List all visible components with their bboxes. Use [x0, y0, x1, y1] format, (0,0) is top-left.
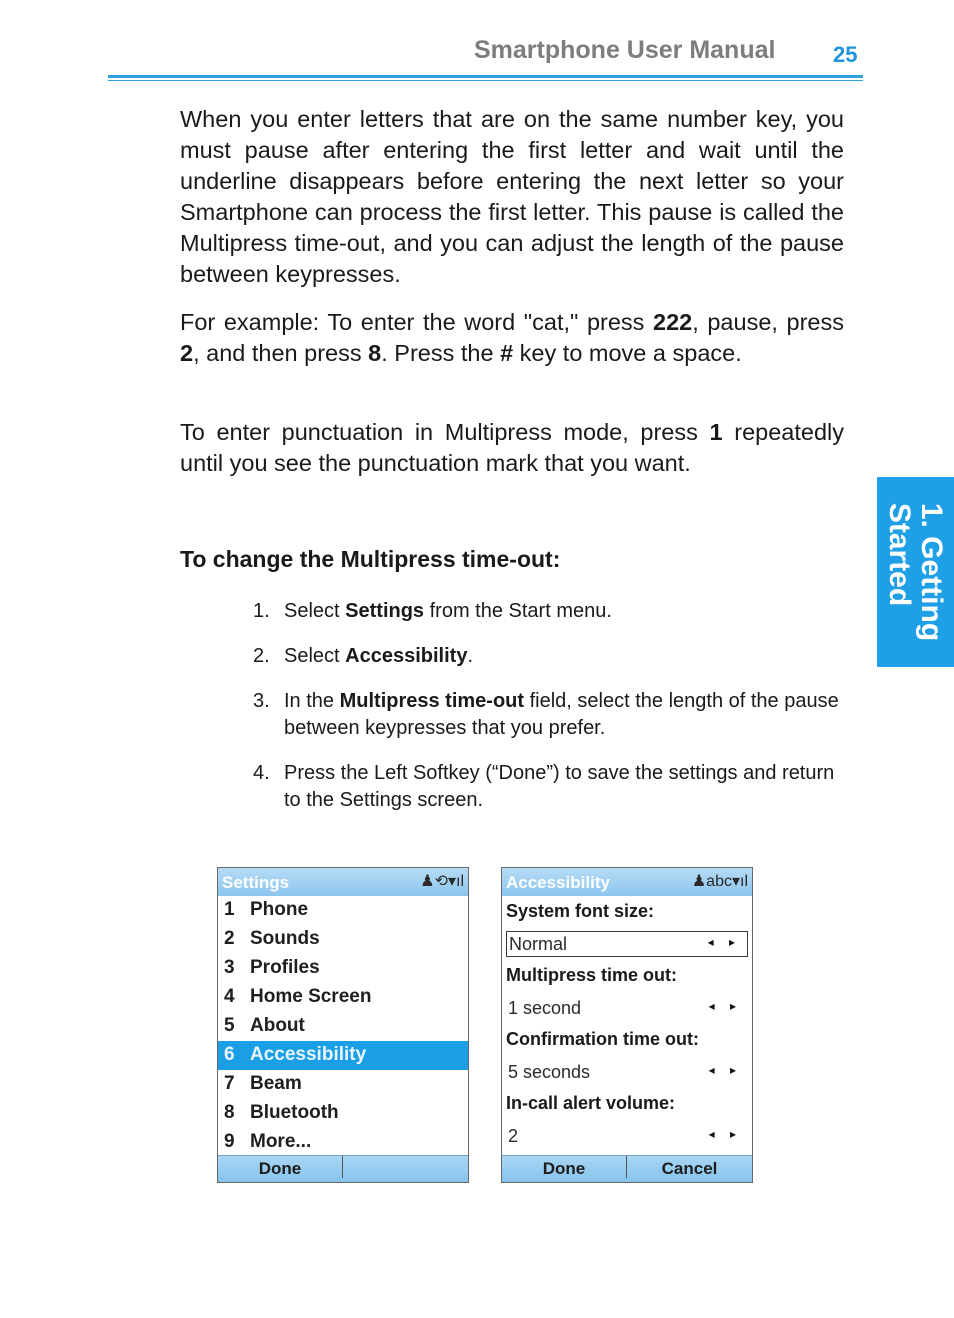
- menu-item-bluetooth[interactable]: [218, 1099, 468, 1128]
- left-softkey-done[interactable]: Done: [502, 1156, 627, 1178]
- left-right-arrows-icon: ◂ ▸: [708, 999, 742, 1013]
- item-number: 1: [224, 899, 235, 920]
- item-number: 9: [224, 1131, 235, 1152]
- text: Select: [284, 600, 346, 622]
- step-number: 3.: [253, 690, 270, 712]
- status-icons: ♟abc▾ıl: [691, 873, 748, 890]
- step-3: [253, 688, 845, 742]
- text: For example: To enter the word "cat," press: [180, 309, 654, 335]
- chapter-tab-line1: 1. Getting: [915, 502, 948, 642]
- screen-title: Settings: [222, 873, 290, 892]
- text: .: [467, 645, 474, 667]
- running-header-title: Smartphone User Manual: [474, 36, 776, 64]
- field-value: 1 second: [508, 998, 582, 1018]
- paragraph-multipress-pause: When you enter letters that are on the same number key, you must pause after entering the first letter and wait until the underline disappears before entering the next letter so your Smartphone can process the first letter. This pause is called the Multipress time-out, and you can adjust the length of the pause between keypresses.: [180, 106, 844, 287]
- menu-item-phone[interactable]: [218, 896, 468, 925]
- section-heading: To change the Multipress time-out:: [180, 546, 561, 572]
- item-number: 4: [224, 986, 235, 1007]
- field-value: Normal: [509, 934, 568, 954]
- left-softkey-done[interactable]: Done: [218, 1156, 343, 1178]
- text: , and then press: [193, 340, 369, 366]
- item-label: Bluetooth: [250, 1102, 339, 1123]
- text: . Press the: [381, 340, 501, 366]
- font-size-picker[interactable]: [506, 931, 748, 957]
- paragraph-punctuation: [180, 417, 844, 479]
- chapter-tab-line2: Started: [883, 502, 916, 607]
- text: To enter punctuation in Multipress mode, press: [180, 419, 710, 445]
- right-softkey-cancel[interactable]: Cancel: [661, 1159, 718, 1178]
- item-number: 8: [224, 1102, 235, 1123]
- step-number: 2.: [253, 645, 270, 667]
- key-1: 1: [709, 419, 723, 445]
- header-rule: [108, 75, 863, 78]
- menu-item-beam[interactable]: [218, 1070, 468, 1099]
- item-label: Home Screen: [250, 986, 372, 1007]
- title-bar: [502, 868, 752, 896]
- item-number: 7: [224, 1073, 235, 1094]
- item-label: More...: [250, 1131, 312, 1152]
- item-label: Accessibility: [250, 1044, 367, 1065]
- alert-volume-picker[interactable]: [506, 1124, 748, 1150]
- text: Select: [284, 645, 346, 667]
- menu-item-profiles[interactable]: [218, 954, 468, 983]
- multipress-timeout-picker[interactable]: [506, 996, 748, 1022]
- menu-item-more[interactable]: [218, 1128, 468, 1157]
- bold-term: Multipress time-out: [339, 690, 525, 712]
- confirmation-timeout-label: Confirmation time out:: [506, 1029, 699, 1049]
- menu-item-sounds[interactable]: [218, 925, 468, 954]
- alert-volume-label: In-call alert volume:: [506, 1093, 676, 1113]
- text: Press the Left Softkey (“Done”) to save the settings and return to the Settings screen.: [284, 762, 835, 811]
- bold-term: Accessibility: [345, 645, 468, 667]
- step-2: [253, 643, 845, 670]
- text: In the: [284, 690, 340, 712]
- item-label: About: [250, 1015, 305, 1036]
- field-value: 2: [508, 1126, 519, 1146]
- multipress-timeout-label: Multipress time out:: [506, 965, 678, 985]
- text: key to move a space.: [513, 340, 742, 366]
- confirmation-timeout-picker[interactable]: [506, 1060, 748, 1086]
- menu-item-accessibility[interactable]: [218, 1041, 468, 1070]
- softkey-bar: [502, 1155, 752, 1182]
- key-hash: #: [500, 340, 514, 366]
- item-number: 3: [224, 957, 235, 978]
- settings-screen: [217, 867, 469, 1183]
- item-number: 2: [224, 928, 235, 949]
- item-label: Beam: [250, 1073, 302, 1094]
- font-size-label: System font size:: [506, 901, 655, 921]
- item-label: Profiles: [250, 957, 320, 978]
- step-number: 1.: [253, 600, 270, 622]
- key-8: 8: [368, 340, 382, 366]
- key-222: 222: [653, 309, 693, 335]
- header-rule-thin: [108, 80, 863, 81]
- step-4: [253, 760, 845, 814]
- menu-item-home-screen[interactable]: [218, 983, 468, 1012]
- accessibility-screen: [501, 867, 753, 1183]
- left-right-arrows-icon: ◂ ▸: [708, 1127, 742, 1141]
- text: from the Start menu.: [424, 600, 612, 622]
- page-number: 25: [833, 42, 858, 67]
- step-number: 4.: [253, 762, 270, 784]
- screen-title: Accessibility: [506, 873, 610, 892]
- title-bar: [218, 868, 468, 896]
- text: repeatedly until you see the punctuation mark that you want.: [180, 419, 844, 476]
- item-label: Phone: [250, 899, 309, 920]
- paragraph-example: [180, 307, 844, 369]
- item-number: 6: [224, 1044, 235, 1065]
- softkey-bar: [218, 1155, 468, 1182]
- left-right-arrows-icon: ◂ ▸: [708, 1063, 742, 1077]
- key-2: 2: [180, 340, 194, 366]
- status-icons: ♟⟲▾ıl: [420, 873, 464, 890]
- left-right-arrows-icon: ◂ ▸: [707, 935, 741, 949]
- step-1: [253, 598, 845, 625]
- field-value: 5 seconds: [508, 1062, 591, 1082]
- text: , pause, press: [692, 309, 844, 335]
- text: field, select the length of the pause between keypresses that you prefer.: [284, 690, 839, 739]
- chapter-tab-label: [883, 503, 947, 641]
- bold-term: Settings: [345, 600, 425, 622]
- item-number: 5: [224, 1015, 235, 1036]
- item-label: Sounds: [250, 928, 320, 949]
- menu-item-about[interactable]: [218, 1012, 468, 1041]
